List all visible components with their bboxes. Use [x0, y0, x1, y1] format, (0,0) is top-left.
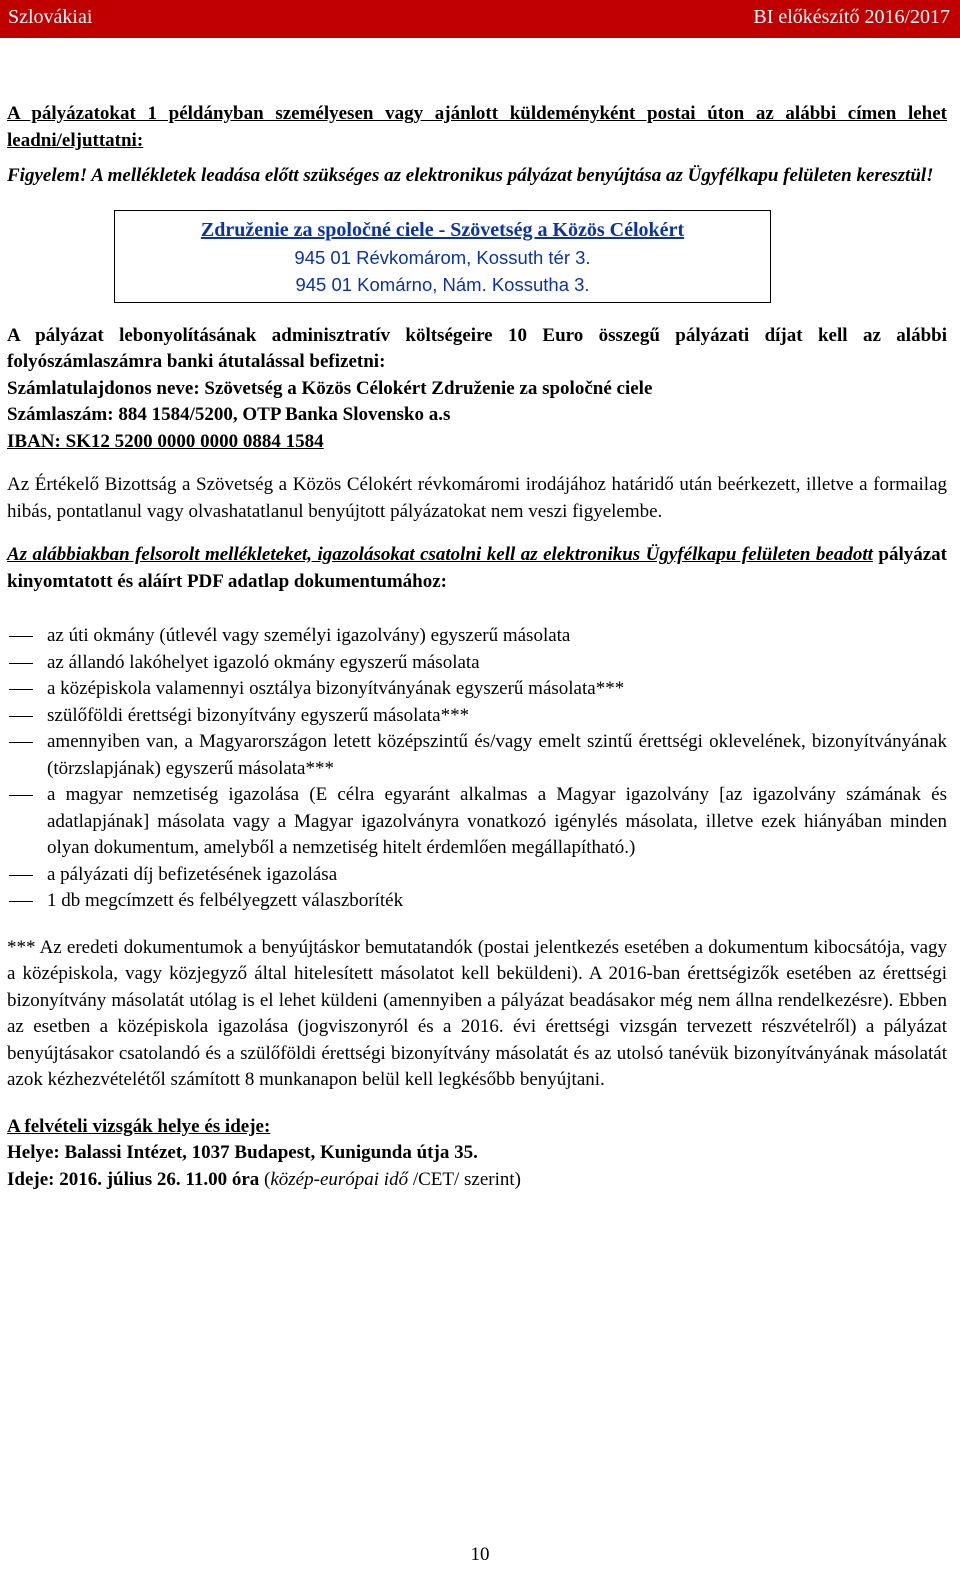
exam-date — [7, 1167, 947, 1194]
attachments-intro — [7, 542, 947, 595]
address-line2: 945 01 Komárno, Nám. Kossutha 3. — [295, 273, 590, 295]
account-owner: Számlatulajdonos neve: Szövetség a Közös Célokért Združenie za spoločné ciele — [7, 377, 653, 399]
document-body — [7, 101, 947, 1193]
list-item: szülőföldi érettségi bizonyítvány egyszerű másolata*** — [7, 703, 947, 730]
exam-place: Helye: Balassi Intézet, 1037 Budapest, Kunigunda útja 35. — [7, 1142, 478, 1163]
exam-heading: A felvételi vizsgák helye és ideje: — [7, 1115, 271, 1137]
header-right: BI előkészítő 2016/2017 — [753, 6, 950, 28]
exam-date-bold: Ideje: 2016. július 26. 11.00 óra — [7, 1168, 260, 1190]
page-header — [0, 0, 960, 38]
exam-date-rest: /CET/ szerint) — [408, 1168, 522, 1190]
exam-date-italic: közép-európai idő — [270, 1168, 409, 1190]
exam-date-paren: ( — [259, 1168, 271, 1190]
page-number: 10 — [470, 1544, 490, 1565]
list-item: az úti okmány (útlevél vagy személyi igazolvány) egyszerű másolata — [7, 623, 947, 650]
attachments-intro-italic: Az alábbiakban felsorolt mellékleteket, igazolásokat csatolni kell az elektronikus Ügyfélkapu felületen beadott — [7, 544, 873, 565]
attachments-list — [7, 623, 947, 915]
list-item: a magyar nemzetiség igazolása (E célra egyaránt alkalmas a Magyar igazolvány [az igazolvány számának és adatlapjának] másolata vagy a Magyar igazolványra vonatkozó igénylés másolata, illetve ezek hiányában minden olyan dokumentum, amelyből a nemzetiség hitelt érdemlően megállapítható.) — [7, 782, 947, 862]
iban: IBAN: SK12 5200 0000 0000 0884 1584 — [7, 430, 324, 452]
submission-line: A pályázatokat 1 példányban személyesen vagy ajánlott küldeményként postai úton az alábbi címen lehet leadni/eljuttatni: — [7, 103, 947, 151]
address-name: Združenie za spoločné ciele - Szövetség a Közös Célokért — [200, 218, 685, 241]
attachments-intro-bold: pályázat kinyomtatott és aláírt PDF adatlap dokumentumához: — [7, 544, 947, 592]
list-item: amennyiben van, a Magyarországon letett középszintű és/vagy emelt szintű érettségi oklevelének, bizonyítványának (törzslapjának) egyszerű másolata*** — [7, 729, 947, 782]
address-box — [114, 210, 771, 303]
header-left: Szlovákiai — [8, 6, 93, 28]
footnote: *** Az eredeti dokumentumok a benyújtáskor bemutatandók (postai jelentkezés esetében a dokumentum kibocsátója, vagy a középiskola, vagy közjegyző által hitelesített másolatot kell beküldeni). A 2016-ban érettségizők esetében az érettségi bizonyítvány másolatát utólag is el lehet küldeni (amennyiben a pályázat beadásakor még nem állna rendelkezésre). Ebben az esetben a középiskola igazolása (jogviszonyról és a 2016. évi érettségi vizsgán tervezett részvételről) a pályázat benyújtásakor csatolandó és a szülőföldi érettségi bizonyítvány másolatát és az utolsó tanévük bizonyítványának másolatát azok kézhezvételétől számított 8 munkanapon belül kell legkésőbb benyújtani. — [7, 936, 947, 1090]
fee-text: A pályázat lebonyolításának adminisztratív költségeire 10 Euro összegű pályázati díjat kell az alábbi folyószámlaszámra banki átutalással befizetni: — [7, 324, 947, 372]
address-line1: 945 01 Révkomárom, Kossuth tér 3. — [294, 246, 591, 268]
list-item: 1 db megcímzett és felbélyegzett válaszboríték — [7, 888, 947, 915]
deadline-note: Az Értékelő Bizottság a Szövetség a Közös Célokért révkomáromi irodájához határidő után beérkezett, illetve a formailag hibás, pontatlanul vagy olvashatatlanul benyújtott pályázatokat nem veszi figyelembe. — [7, 474, 947, 522]
list-item: a középiskola valamennyi osztálya bizonyítványának egyszerű másolata*** — [7, 676, 947, 703]
submission-warning: Figyelem! A mellékletek leadása előtt szükséges az elektronikus pályázat benyújtása az Ügyfélkapu felületen keresztül! — [7, 165, 934, 186]
list-item: a pályázati díj befizetésének igazolása — [7, 862, 947, 889]
account-number: Számlaszám: 884 1584/5200, OTP Banka Slovensko a.s — [7, 404, 451, 425]
list-item: az állandó lakóhelyet igazoló okmány egyszerű másolata — [7, 650, 947, 677]
